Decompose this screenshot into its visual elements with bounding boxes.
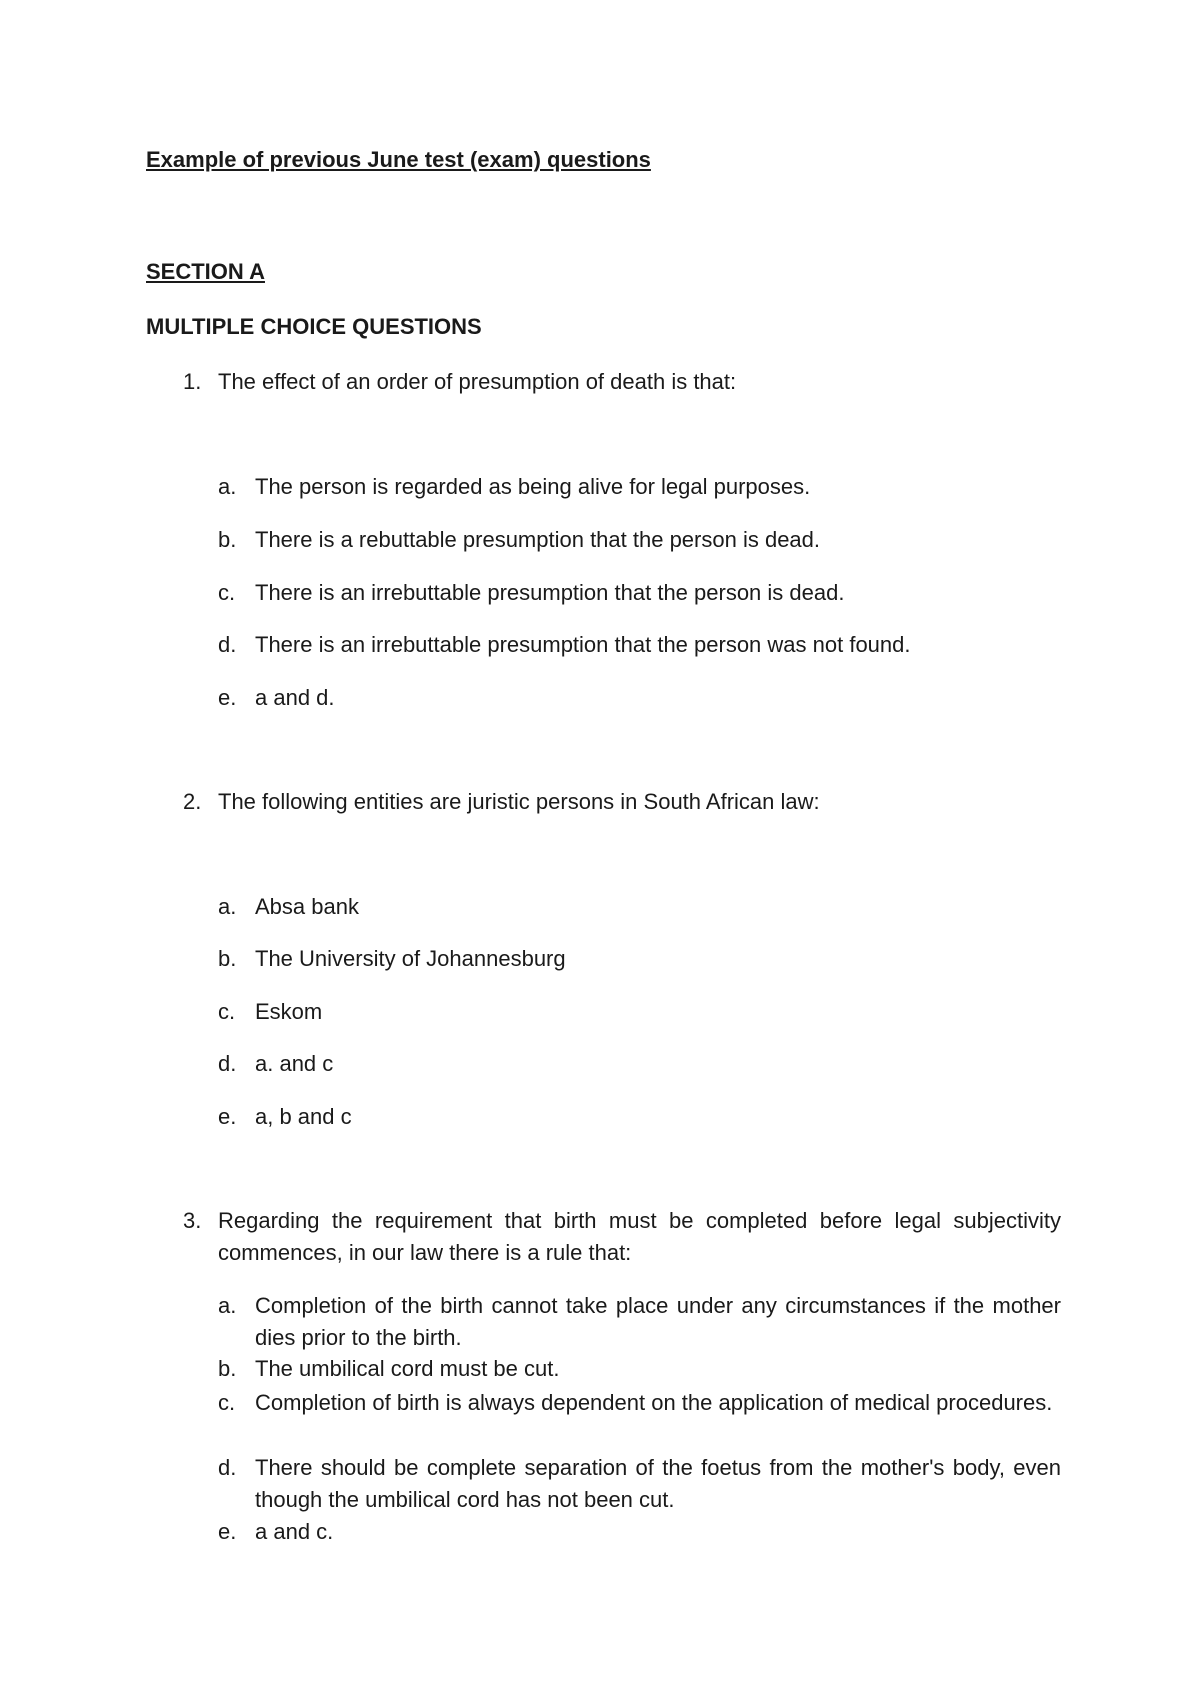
document-title: Example of previous June test (exam) questions (146, 147, 651, 172)
question-number: 2. (183, 789, 202, 814)
option-label: b. (218, 1356, 237, 1381)
option-label: c. (218, 580, 236, 605)
option-label: c. (218, 999, 236, 1024)
option-text: Eskom (255, 999, 323, 1024)
option-text: a and d. (255, 685, 335, 710)
option-label: d. (218, 1455, 237, 1480)
option-text: Completion of the birth cannot take place under any circumstances if the mother dies prior to the birth. (255, 1293, 1061, 1350)
subheading: MULTIPLE CHOICE QUESTIONS (146, 314, 482, 339)
question-number: 3. (183, 1208, 202, 1233)
option-label: e. (218, 685, 237, 710)
option-label: a. (218, 894, 237, 919)
question-text: The following entities are juristic persons in South African law: (218, 789, 820, 814)
option-text: Completion of birth is always dependent on the application of medical procedures. (255, 1390, 1053, 1415)
option-label: b. (218, 527, 237, 552)
option-text: The University of Johannesburg (255, 946, 566, 971)
option-text: a, b and c (255, 1104, 352, 1129)
option-text: Absa bank (255, 894, 359, 919)
option-label: e. (218, 1104, 237, 1129)
option-label: d. (218, 1051, 237, 1076)
option-text: There should be complete separation of the foetus from the mother's body, even though the umbilical cord has not been cut. (255, 1455, 1061, 1512)
option-label: b. (218, 946, 237, 971)
option-text: The person is regarded as being alive for legal purposes. (255, 474, 811, 499)
option-label: c. (218, 1390, 236, 1415)
option-label: a. (218, 474, 237, 499)
option-text: There is an irrebuttable presumption that the person is dead. (255, 580, 845, 605)
question-number: 1. (183, 369, 202, 394)
option-label: e. (218, 1519, 237, 1544)
option-label: a. (218, 1293, 237, 1318)
option-text: The umbilical cord must be cut. (255, 1356, 560, 1381)
question-text: The effect of an order of presumption of death is that: (218, 369, 737, 394)
option-text: a. and c (255, 1051, 334, 1076)
option-text: There is a rebuttable presumption that the person is dead. (255, 527, 821, 552)
option-label: d. (218, 632, 237, 657)
section-heading: SECTION A (146, 259, 265, 284)
option-text: There is an irrebuttable presumption that the person was not found. (255, 632, 911, 657)
option-text: a and c. (255, 1519, 334, 1544)
question-text: Regarding the requirement that birth must be completed before legal subjectivity commences, in our law there is a rule that: (218, 1208, 1061, 1265)
